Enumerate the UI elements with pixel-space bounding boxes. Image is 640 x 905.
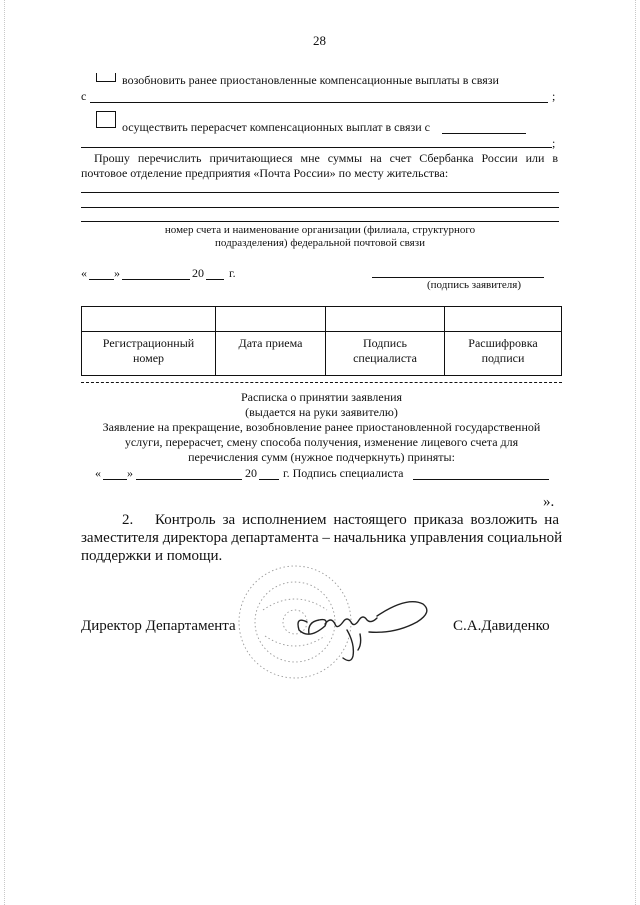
- receipt-date-year-field[interactable]: [259, 479, 279, 480]
- signer-title: Директор Департамента: [81, 618, 236, 634]
- resume-checkbox[interactable]: [96, 73, 116, 82]
- item-2-line-2: заместителя директора департамента – начальника управления социальной: [81, 530, 563, 546]
- option-recalc-semicolon: ;: [552, 136, 556, 150]
- receipt-date-open-quote: «: [95, 466, 101, 480]
- item-2-line-1: Контроль за исполнением настоящего приказа возложить на: [155, 512, 559, 528]
- receipt-date-suffix: г. Подпись специалиста: [283, 466, 404, 480]
- option-recalc-label: осуществить перерасчет компенсационных выплат в связи с: [122, 120, 431, 134]
- recalc-reason-line-1[interactable]: [442, 133, 526, 134]
- account-line-3[interactable]: [81, 221, 559, 222]
- official-stamp-and-signature: [225, 560, 455, 690]
- page-number: 28: [313, 33, 326, 48]
- receipt-date-month-field[interactable]: [136, 479, 242, 480]
- receipt-date-day-field[interactable]: [103, 479, 127, 480]
- option-resume-prefix: с: [81, 89, 87, 103]
- header-signature-decoding: Расшифровка подписи: [445, 332, 562, 376]
- specialist-signature-line[interactable]: [413, 479, 549, 480]
- header-specialist-signature: Подпись специалиста: [326, 332, 445, 376]
- option-resume-label: возобновить ранее приостановленные компенсационные выплаты в связи: [122, 73, 499, 87]
- request-line-2: почтовое отделение предприятия «Почта России» по месту жительства:: [81, 166, 449, 180]
- account-line-2[interactable]: [81, 207, 559, 208]
- date-year-prefix: 20: [192, 266, 204, 280]
- table-cell[interactable]: [82, 307, 216, 332]
- receipt-body-1: Заявление на прекращение, возобновление ранее приостановленной государственной: [102, 420, 541, 434]
- tear-off-line: [81, 382, 562, 383]
- receipt-subtitle: (выдается на руки заявителю): [245, 405, 398, 419]
- signer-name: С.А.Давиденко: [453, 618, 550, 634]
- recalc-reason-line-2[interactable]: [81, 147, 552, 148]
- right-scan-edge: [635, 0, 636, 905]
- date-year-field[interactable]: [206, 279, 224, 280]
- receipt-body-2: услуги, перерасчет, смену способа получения, изменение лицевого счета для: [124, 435, 519, 449]
- date-open-quote: «: [81, 266, 87, 280]
- receipt-body-3: перечисления сумм (нужное подчеркнуть) приняты:: [188, 450, 455, 464]
- table-cell[interactable]: [445, 307, 562, 332]
- table-header-row: [82, 332, 562, 376]
- account-caption-2: подразделения) федеральной почтовой связи: [215, 237, 425, 249]
- receipt-title: Расписка о принятии заявления: [240, 390, 403, 404]
- table-cell[interactable]: [326, 307, 445, 332]
- header-registration-number: Регистрационный номер: [82, 332, 216, 376]
- date-close-quote: »: [114, 266, 120, 280]
- date-suffix: г.: [229, 266, 236, 280]
- item-2-line-3: поддержки и помощи.: [81, 548, 223, 564]
- closing-mark: ».: [543, 494, 555, 510]
- table-cell[interactable]: [216, 307, 326, 332]
- item-2-number: 2.: [122, 512, 134, 528]
- left-scan-edge: [4, 0, 5, 905]
- table-row: [82, 307, 562, 332]
- header-date-received: Дата приема: [216, 332, 326, 376]
- option-resume-semicolon: ;: [552, 89, 556, 103]
- date-day-field[interactable]: [89, 279, 114, 280]
- registration-table: [81, 306, 562, 376]
- applicant-signature-line[interactable]: [372, 277, 544, 278]
- receipt-date-year-prefix: 20: [245, 466, 257, 480]
- applicant-signature-caption: (подпись заявителя): [427, 279, 522, 291]
- recalc-checkbox[interactable]: [96, 111, 116, 128]
- account-caption-1: номер счета и наименование организации (филиала, структурного: [164, 224, 476, 236]
- resume-reason-line[interactable]: [90, 102, 548, 103]
- receipt-date-close-quote: »: [127, 466, 133, 480]
- request-line-1: Прошу перечислить причитающиеся мне суммы на счет Сбербанка России или в: [94, 151, 558, 165]
- account-line-1[interactable]: [81, 192, 559, 193]
- date-month-field[interactable]: [122, 279, 190, 280]
